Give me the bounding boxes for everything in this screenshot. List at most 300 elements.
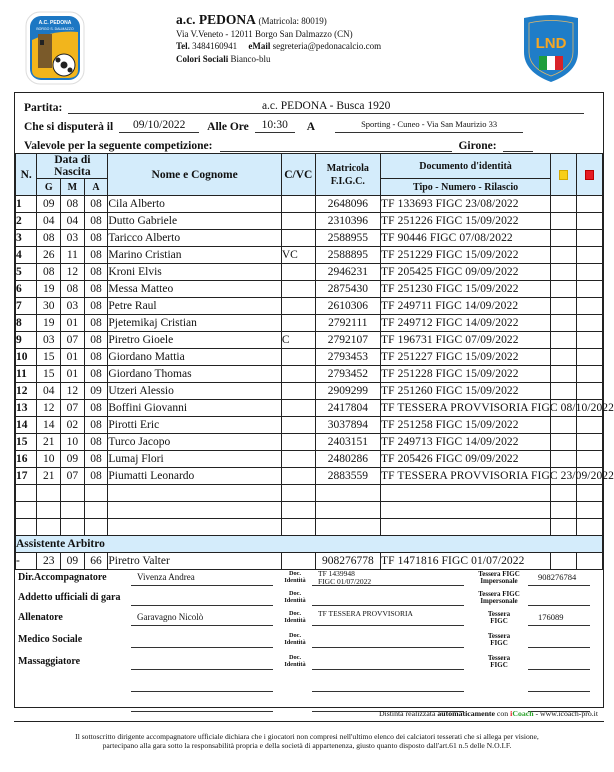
player-yellow-card-cell[interactable] xyxy=(551,366,577,383)
disclaimer xyxy=(0,733,614,750)
staff-name-field[interactable]: Garavagno Nicolò xyxy=(131,610,273,626)
player-cvc[interactable] xyxy=(281,417,315,434)
tessera-label-line1: Tessera xyxy=(487,610,511,618)
player-g[interactable]: 19 xyxy=(37,281,61,298)
staff-doc-field[interactable] xyxy=(312,610,464,626)
player-row xyxy=(16,383,603,400)
player-a[interactable]: 08 xyxy=(84,434,108,451)
time-field[interactable]: 10:30 xyxy=(255,119,295,133)
player-a[interactable]: 08 xyxy=(84,264,108,281)
col-red-card xyxy=(577,154,603,196)
player-n: 15 xyxy=(16,434,37,451)
staff-name-field[interactable]: Vivenza Andrea xyxy=(131,570,273,586)
player-name[interactable]: Piretro Gioele xyxy=(108,332,281,349)
player-doc[interactable]: TF 251230 FIGC 15/09/2022 xyxy=(381,281,551,298)
player-g[interactable]: 21 xyxy=(37,468,61,485)
player-n: 7 xyxy=(16,298,37,315)
player-a[interactable]: 08 xyxy=(84,213,108,230)
player-m[interactable] xyxy=(61,485,85,502)
player-g[interactable] xyxy=(37,519,61,536)
player-matricola[interactable]: 2792111 xyxy=(315,315,380,332)
player-doc[interactable]: TF 90446 FIGC 07/08/2022 xyxy=(381,230,551,247)
player-name[interactable]: Marino Cristian xyxy=(108,247,281,264)
player-cvc[interactable] xyxy=(281,383,315,400)
club-colors: Bianco-blu xyxy=(230,53,271,64)
girone-label: Girone: xyxy=(458,140,497,152)
player-name[interactable]: Petre Raul xyxy=(108,298,281,315)
player-a[interactable]: 08 xyxy=(84,451,108,468)
player-g[interactable] xyxy=(37,502,61,519)
player-name[interactable]: Cila Alberto xyxy=(108,196,281,213)
club-tel: 3484160941 xyxy=(192,41,238,51)
staff-section xyxy=(18,569,602,718)
staff-name-field[interactable] xyxy=(131,654,273,670)
player-g[interactable]: 19 xyxy=(37,315,61,332)
staff-tessera-field[interactable]: 176089 xyxy=(528,610,590,626)
player-a[interactable]: 08 xyxy=(84,247,108,264)
player-g[interactable]: 15 xyxy=(37,366,61,383)
player-cvc[interactable] xyxy=(281,281,315,298)
player-g[interactable]: 09 xyxy=(37,196,61,213)
player-row xyxy=(16,247,603,264)
player-a[interactable]: 08 xyxy=(84,298,108,315)
player-matricola[interactable]: 2792107 xyxy=(315,332,380,349)
red-card-icon xyxy=(585,170,594,180)
player-a[interactable]: 08 xyxy=(84,349,108,366)
player-doc[interactable]: TF TESSERA PROVVISORIA FIGC 23/09/2022 xyxy=(381,468,551,485)
player-cvc[interactable] xyxy=(281,400,315,417)
player-yellow-card-cell[interactable] xyxy=(551,230,577,247)
player-a[interactable]: 08 xyxy=(84,400,108,417)
player-yellow-card-cell[interactable] xyxy=(551,315,577,332)
staff-role-label: Addetto ufficiali di gara xyxy=(18,592,121,603)
col-matricola xyxy=(315,154,380,196)
player-yellow-card-cell[interactable] xyxy=(551,332,577,349)
assistant-n: - xyxy=(16,553,37,570)
player-a[interactable]: 08 xyxy=(84,332,108,349)
player-g[interactable]: 30 xyxy=(37,298,61,315)
tessera-label-line2: Impersonale xyxy=(480,577,518,585)
player-a[interactable]: 08 xyxy=(84,468,108,485)
staff-doc-line2: FIGC 01/07/2022 xyxy=(318,576,372,586)
assistant-red[interactable] xyxy=(577,553,603,570)
date-field[interactable]: 09/10/2022 xyxy=(119,119,199,133)
player-matricola[interactable]: 2588895 xyxy=(315,247,380,264)
player-matricola[interactable]: 2793453 xyxy=(315,349,380,366)
player-doc[interactable] xyxy=(381,519,551,536)
player-m[interactable]: 01 xyxy=(61,315,85,332)
player-row xyxy=(16,213,603,230)
doc-label-line2: Identità xyxy=(284,660,306,668)
date-label: Che si disputerà il xyxy=(24,121,114,133)
staff-tessera-field[interactable]: 908276784 xyxy=(528,570,590,586)
assistant-g[interactable]: 23 xyxy=(37,553,61,570)
doc-label-line2: Identità xyxy=(284,576,306,584)
staff-doc-field[interactable] xyxy=(312,654,464,670)
doc-identity-label xyxy=(281,591,309,604)
player-a[interactable]: 08 xyxy=(84,366,108,383)
player-row xyxy=(16,264,603,281)
player-name[interactable]: Boffini Giovanni xyxy=(108,400,281,417)
player-m[interactable]: 07 xyxy=(61,332,85,349)
player-red-card-cell[interactable] xyxy=(577,298,603,315)
club-address: Via V.Veneto - 12011 Borgo San Dalmazzo (CN) xyxy=(176,28,353,39)
disclaimer-line1: Il sottoscritto dirigente accompagnatore ufficiale dichiara che i giocatori non compresi nell'ultimo elenco dei calciatori tesserati che si allega per visione, xyxy=(75,732,539,741)
staff-tessera-field[interactable] xyxy=(528,654,590,670)
player-n: 14 xyxy=(16,417,37,434)
player-name[interactable]: Utzeri Alessio xyxy=(108,383,281,400)
player-name[interactable]: Giordano Thomas xyxy=(108,366,281,383)
doc-identity-label xyxy=(281,655,309,668)
brand-coach: Coach xyxy=(512,709,534,718)
player-doc[interactable]: TF 249713 FIGC 14/09/2022 xyxy=(381,434,551,451)
player-g[interactable]: 03 xyxy=(37,332,61,349)
player-doc[interactable] xyxy=(381,502,551,519)
player-name[interactable]: Turco Jacopo xyxy=(108,434,281,451)
player-red-card-cell[interactable] xyxy=(577,366,603,383)
player-name[interactable] xyxy=(108,502,281,519)
col-matricola-line2: F.I.G.C. xyxy=(330,175,365,187)
player-row xyxy=(16,230,603,247)
player-matricola[interactable]: 3037894 xyxy=(315,417,380,434)
player-yellow-card-cell[interactable] xyxy=(551,417,577,434)
player-doc[interactable]: TF 196731 FIGC 07/09/2022 xyxy=(381,332,551,349)
staff-row xyxy=(18,632,602,652)
player-matricola[interactable]: 2648096 xyxy=(315,196,380,213)
player-red-card-cell[interactable] xyxy=(577,417,603,434)
player-yellow-card-cell[interactable] xyxy=(551,281,577,298)
col-g: G xyxy=(37,179,61,196)
player-name[interactable]: Lumaj Flori xyxy=(108,451,281,468)
club-matricola: (Matricola: 80019) xyxy=(258,16,327,26)
player-m[interactable]: 10 xyxy=(61,434,85,451)
player-m[interactable]: 08 xyxy=(61,281,85,298)
player-yellow-card-cell[interactable] xyxy=(551,502,577,519)
player-a[interactable]: 09 xyxy=(84,383,108,400)
player-matricola[interactable]: 2417804 xyxy=(315,400,380,417)
player-m[interactable]: 09 xyxy=(61,451,85,468)
player-a[interactable]: 08 xyxy=(84,281,108,298)
player-name[interactable]: Pirotti Eric xyxy=(108,417,281,434)
player-cvc[interactable] xyxy=(281,230,315,247)
player-matricola[interactable]: 2588955 xyxy=(315,230,380,247)
player-cvc[interactable] xyxy=(281,502,315,519)
player-doc[interactable]: TF 251260 FIGC 15/09/2022 xyxy=(381,383,551,400)
player-cvc[interactable]: VC xyxy=(281,247,315,264)
player-red-card-cell[interactable] xyxy=(577,383,603,400)
player-matricola[interactable]: 2946231 xyxy=(315,264,380,281)
player-red-card-cell[interactable] xyxy=(577,332,603,349)
player-red-card-cell[interactable] xyxy=(577,281,603,298)
svg-text:BORGO S. DALMAZZO: BORGO S. DALMAZZO xyxy=(36,27,74,31)
player-matricola[interactable] xyxy=(315,502,380,519)
player-cvc[interactable] xyxy=(281,213,315,230)
blank-tessera-field[interactable] xyxy=(528,676,590,692)
player-name[interactable] xyxy=(108,485,281,502)
player-cvc[interactable] xyxy=(281,264,315,281)
email-label: eMail xyxy=(248,41,271,51)
player-cvc[interactable] xyxy=(281,315,315,332)
player-a[interactable] xyxy=(84,519,108,536)
col-a: A xyxy=(84,179,108,196)
player-yellow-card-cell[interactable] xyxy=(551,383,577,400)
player-doc[interactable]: TF 249711 FIGC 14/09/2022 xyxy=(381,298,551,315)
player-row xyxy=(16,281,603,298)
player-cvc[interactable] xyxy=(281,196,315,213)
tessera-label-line1: Tessera FIGC xyxy=(478,590,520,598)
doc-identity-label xyxy=(281,571,309,584)
staff-name-field[interactable] xyxy=(131,632,273,648)
tessera-label-line2: FIGC xyxy=(490,661,508,669)
doc-label-line2: Identità xyxy=(284,616,306,624)
player-matricola[interactable]: 2793452 xyxy=(315,366,380,383)
player-m[interactable]: 03 xyxy=(61,230,85,247)
blank-doc-field[interactable] xyxy=(312,676,464,692)
player-cvc[interactable] xyxy=(281,298,315,315)
player-yellow-card-cell[interactable] xyxy=(551,434,577,451)
assistant-a[interactable]: 66 xyxy=(84,553,108,570)
player-red-card-cell[interactable] xyxy=(577,315,603,332)
player-row xyxy=(16,196,603,213)
player-doc[interactable]: TF 249712 FIGC 14/09/2022 xyxy=(381,315,551,332)
match-info xyxy=(24,96,604,152)
player-matricola[interactable]: 2480286 xyxy=(315,451,380,468)
player-name[interactable]: Piumatti Leonardo xyxy=(108,468,281,485)
player-yellow-card-cell[interactable] xyxy=(551,247,577,264)
player-m[interactable]: 12 xyxy=(61,264,85,281)
player-red-card-cell[interactable] xyxy=(577,519,603,536)
player-m[interactable] xyxy=(61,519,85,536)
girone-field[interactable] xyxy=(503,138,533,152)
player-name[interactable]: Kroni Elvis xyxy=(108,264,281,281)
player-m[interactable]: 07 xyxy=(61,400,85,417)
player-a[interactable] xyxy=(84,485,108,502)
player-m[interactable]: 08 xyxy=(61,196,85,213)
player-yellow-card-cell[interactable] xyxy=(551,519,577,536)
player-g[interactable]: 12 xyxy=(37,400,61,417)
assistant-doc[interactable]: TF 1471816 FIGC 01/07/2022 xyxy=(381,553,551,570)
player-row xyxy=(16,519,603,536)
player-g[interactable]: 15 xyxy=(37,349,61,366)
player-matricola[interactable] xyxy=(315,485,380,502)
player-red-card-cell[interactable] xyxy=(577,349,603,366)
player-row xyxy=(16,451,603,468)
player-doc[interactable]: TF 251228 FIGC 15/09/2022 xyxy=(381,366,551,383)
player-doc[interactable]: TF 251258 FIGC 15/09/2022 xyxy=(381,417,551,434)
player-a[interactable] xyxy=(84,502,108,519)
tessera-label xyxy=(470,591,528,605)
player-row xyxy=(16,349,603,366)
player-red-card-cell[interactable] xyxy=(577,502,603,519)
assistant-matricola[interactable]: 908276778 xyxy=(315,553,380,570)
tessera-label xyxy=(470,611,528,625)
club-email[interactable]: segreteria@pedonacalcio.com xyxy=(272,41,382,51)
credit-prefix: Distinta realizzata xyxy=(378,709,438,718)
player-n: 17 xyxy=(16,468,37,485)
assistant-name[interactable]: Piretro Valter xyxy=(108,553,281,570)
player-m[interactable]: 01 xyxy=(61,349,85,366)
player-matricola[interactable]: 2909299 xyxy=(315,383,380,400)
player-n xyxy=(16,502,37,519)
staff-name-field[interactable] xyxy=(131,590,273,606)
player-yellow-card-cell[interactable] xyxy=(551,451,577,468)
blank-name-field[interactable] xyxy=(131,676,273,692)
player-cvc[interactable] xyxy=(281,451,315,468)
player-matricola[interactable]: 2403151 xyxy=(315,434,380,451)
doc-label-line2: Identità xyxy=(284,638,306,646)
col-doc: Documento d'identità xyxy=(381,154,551,179)
player-n: 16 xyxy=(16,451,37,468)
player-row xyxy=(16,502,603,519)
player-g[interactable]: 04 xyxy=(37,213,61,230)
staff-doc-field[interactable] xyxy=(312,632,464,648)
player-row xyxy=(16,366,603,383)
player-cvc[interactable] xyxy=(281,434,315,451)
player-m[interactable]: 11 xyxy=(61,247,85,264)
player-g[interactable]: 14 xyxy=(37,417,61,434)
player-matricola[interactable]: 2610306 xyxy=(315,298,380,315)
player-yellow-card-cell[interactable] xyxy=(551,264,577,281)
player-matricola[interactable]: 2310396 xyxy=(315,213,380,230)
player-name[interactable]: Taricco Alberto xyxy=(108,230,281,247)
player-a[interactable]: 08 xyxy=(84,230,108,247)
staff-blank-row xyxy=(18,676,602,696)
player-n: 5 xyxy=(16,264,37,281)
col-name: Nome e Cognome xyxy=(108,154,281,196)
player-n: 13 xyxy=(16,400,37,417)
staff-role-label: Massaggiatore xyxy=(18,656,81,667)
player-red-card-cell[interactable] xyxy=(577,434,603,451)
player-cvc[interactable] xyxy=(281,366,315,383)
player-m[interactable] xyxy=(61,502,85,519)
competition-label: Valevole per la seguente competizione: xyxy=(24,140,213,152)
player-cvc[interactable] xyxy=(281,519,315,536)
player-matricola[interactable]: 2875430 xyxy=(315,281,380,298)
player-red-card-cell[interactable] xyxy=(577,451,603,468)
player-red-card-cell[interactable] xyxy=(577,485,603,502)
player-n: 8 xyxy=(16,315,37,332)
player-g[interactable]: 04 xyxy=(37,383,61,400)
player-g[interactable] xyxy=(37,485,61,502)
staff-doc-field[interactable] xyxy=(312,570,464,586)
player-matricola[interactable]: 2883559 xyxy=(315,468,380,485)
player-doc[interactable]: TF 251229 FIGC 15/09/2022 xyxy=(381,247,551,264)
player-doc[interactable]: TF 205425 FIGC 09/09/2022 xyxy=(381,264,551,281)
player-red-card-cell[interactable] xyxy=(577,213,603,230)
player-cvc[interactable] xyxy=(281,349,315,366)
player-yellow-card-cell[interactable] xyxy=(551,196,577,213)
player-cvc[interactable]: C xyxy=(281,332,315,349)
credit-middle: con xyxy=(494,709,511,718)
player-g[interactable]: 08 xyxy=(37,264,61,281)
player-m[interactable]: 02 xyxy=(61,417,85,434)
player-yellow-card-cell[interactable] xyxy=(551,298,577,315)
tessera-label xyxy=(470,633,528,647)
competition-field[interactable] xyxy=(220,138,452,152)
player-yellow-card-cell[interactable] xyxy=(551,485,577,502)
player-doc[interactable]: TF 205426 FIGC 09/09/2022 xyxy=(381,451,551,468)
assistant-m[interactable]: 09 xyxy=(61,553,85,570)
assistant-section-label: Assistente Arbitro xyxy=(16,536,603,553)
player-name[interactable]: Dutto Gabriele xyxy=(108,213,281,230)
player-name[interactable]: Giordano Mattia xyxy=(108,349,281,366)
player-doc[interactable]: TF TESSERA PROVVISORIA FIGC 08/10/2022 xyxy=(381,400,551,417)
player-red-card-cell[interactable] xyxy=(577,196,603,213)
col-cvc: C/VC xyxy=(281,154,315,196)
frame-bottom xyxy=(14,721,604,722)
player-matricola[interactable] xyxy=(315,519,380,536)
blank-name-field[interactable] xyxy=(131,696,273,712)
player-doc[interactable] xyxy=(381,485,551,502)
player-row xyxy=(16,315,603,332)
col-birth: Data di Nascita xyxy=(37,154,108,179)
player-doc[interactable]: TF 133693 FIGC 23/08/2022 xyxy=(381,196,551,213)
player-yellow-card-cell[interactable] xyxy=(551,349,577,366)
staff-doc-field[interactable] xyxy=(312,590,464,606)
player-row xyxy=(16,417,603,434)
tessera-label-line1: Tessera xyxy=(487,632,511,640)
player-a[interactable]: 08 xyxy=(84,315,108,332)
tessera-label xyxy=(470,655,528,669)
player-cvc[interactable] xyxy=(281,485,315,502)
player-doc[interactable]: TF 251226 FIGC 15/09/2022 xyxy=(381,213,551,230)
yellow-card-icon xyxy=(559,170,568,180)
player-row xyxy=(16,434,603,451)
player-row xyxy=(16,400,603,417)
col-yellow-card xyxy=(551,154,577,196)
player-red-card-cell[interactable] xyxy=(577,230,603,247)
player-m[interactable]: 07 xyxy=(61,468,85,485)
player-m[interactable]: 12 xyxy=(61,383,85,400)
doc-label-line1: Doc. xyxy=(288,570,302,577)
player-row xyxy=(16,468,603,485)
player-n: 6 xyxy=(16,281,37,298)
assistant-yellow[interactable] xyxy=(551,553,577,570)
staff-tessera-field[interactable] xyxy=(528,632,590,648)
player-m[interactable]: 01 xyxy=(61,366,85,383)
player-m[interactable]: 04 xyxy=(61,213,85,230)
player-cvc[interactable] xyxy=(281,468,315,485)
club-name: a.c. PEDONA xyxy=(176,12,256,27)
player-n: 1 xyxy=(16,196,37,213)
player-a[interactable]: 08 xyxy=(84,417,108,434)
staff-row xyxy=(18,654,602,674)
player-doc[interactable]: TF 251227 FIGC 15/09/2022 xyxy=(381,349,551,366)
player-red-card-cell[interactable] xyxy=(577,264,603,281)
player-g[interactable]: 08 xyxy=(37,230,61,247)
player-yellow-card-cell[interactable] xyxy=(551,213,577,230)
player-red-card-cell[interactable] xyxy=(577,247,603,264)
tessera-label-line2: FIGC xyxy=(490,617,508,625)
venue-label: A xyxy=(306,121,316,133)
player-g[interactable]: 21 xyxy=(37,434,61,451)
player-n: 12 xyxy=(16,383,37,400)
staff-tessera-field[interactable] xyxy=(528,590,590,606)
assistant-cvc[interactable] xyxy=(281,553,315,570)
player-name[interactable]: Messa Matteo xyxy=(108,281,281,298)
roster-table xyxy=(15,153,614,570)
player-a[interactable]: 08 xyxy=(84,196,108,213)
player-g[interactable]: 26 xyxy=(37,247,61,264)
player-name[interactable] xyxy=(108,519,281,536)
credit-url[interactable]: - www.icoach-pro.it xyxy=(533,709,598,718)
player-name[interactable]: Pjetemikaj Cristian xyxy=(108,315,281,332)
player-m[interactable]: 03 xyxy=(61,298,85,315)
venue-field[interactable]: Sporting - Cuneo - Via San Maurizio 33 xyxy=(335,119,523,133)
player-g[interactable]: 10 xyxy=(37,451,61,468)
icoach-credit xyxy=(379,709,598,718)
partita-field[interactable]: a.c. PEDONA - Busca 1920 xyxy=(68,100,584,114)
